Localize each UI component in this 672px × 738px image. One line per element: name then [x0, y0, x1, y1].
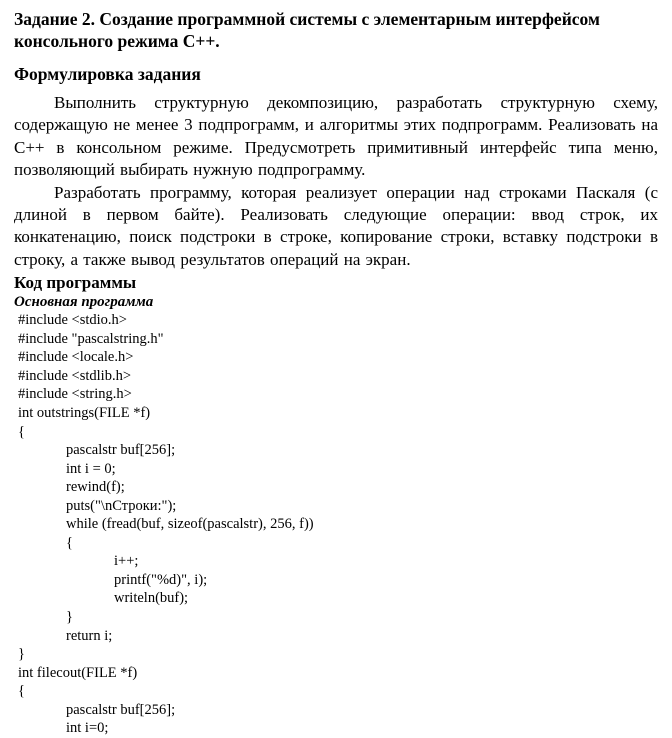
code-line: puts("\nСтроки:"); [66, 497, 177, 514]
section-heading-formulation: Формулировка задания [14, 64, 201, 84]
code-line: int filecout(FILE *f) [18, 664, 138, 681]
code-line: int i=0; [66, 720, 109, 737]
code-line: #include <string.h> [18, 386, 132, 403]
code-line: #include <stdlib.h> [18, 367, 132, 384]
code-line: rewind(f); [66, 479, 125, 496]
paragraph-decomposition: Выполнить структурную декомпозицию, разработать структурную схему, содержащую не менее 3 подпрограмм, и алгоритмы этих подпрограмм. Реализовать на C++ в консольном режиме. Предусмотреть примитивный интерфейс типа меню, позволяющий выбирать нужную подпрограмму. [14, 93, 658, 180]
code-line: } [18, 646, 25, 663]
code-line: #include <stdio.h> [18, 312, 127, 329]
code-line: return i; [66, 627, 113, 644]
code-line: i++; [114, 553, 139, 570]
paragraph-program-spec: Разработать программу, которая реализует операции над строками Паскаля (с длиной в первом байте). Реализовать следующие операции: ввод строк, их конкатенацию, поиск подстроки в строке, копирование строки, вставку подстроки в строку, а также вывод результатов операций на экран. [14, 182, 658, 269]
code-line: int i = 0; [66, 460, 116, 477]
code-line: writeln(buf); [114, 590, 189, 607]
code-listing [14, 311, 658, 738]
code-line: { [18, 423, 25, 440]
code-subheading: Основная программа [14, 294, 154, 311]
code-line: { [66, 534, 73, 551]
code-line: while (fread(buf, sizeof(pascalstr), 256, f)) [66, 516, 314, 533]
code-heading: Код программы [14, 273, 137, 293]
code-line: pascalstr buf[256]; [66, 701, 176, 718]
code-line: pascalstr buf[256]; [66, 442, 176, 459]
code-line: #include "pascalstring.h" [18, 330, 164, 347]
code-line: #include <locale.h> [18, 349, 134, 366]
code-line: { [18, 683, 25, 700]
code-line: printf("%d)", i); [114, 571, 208, 588]
code-line: int outstrings(FILE *f) [18, 404, 151, 421]
code-line: } [66, 609, 73, 625]
task-title: Задание 2. Создание программной системы с элементарным интерфейсом консольного режима C++. [14, 9, 600, 51]
